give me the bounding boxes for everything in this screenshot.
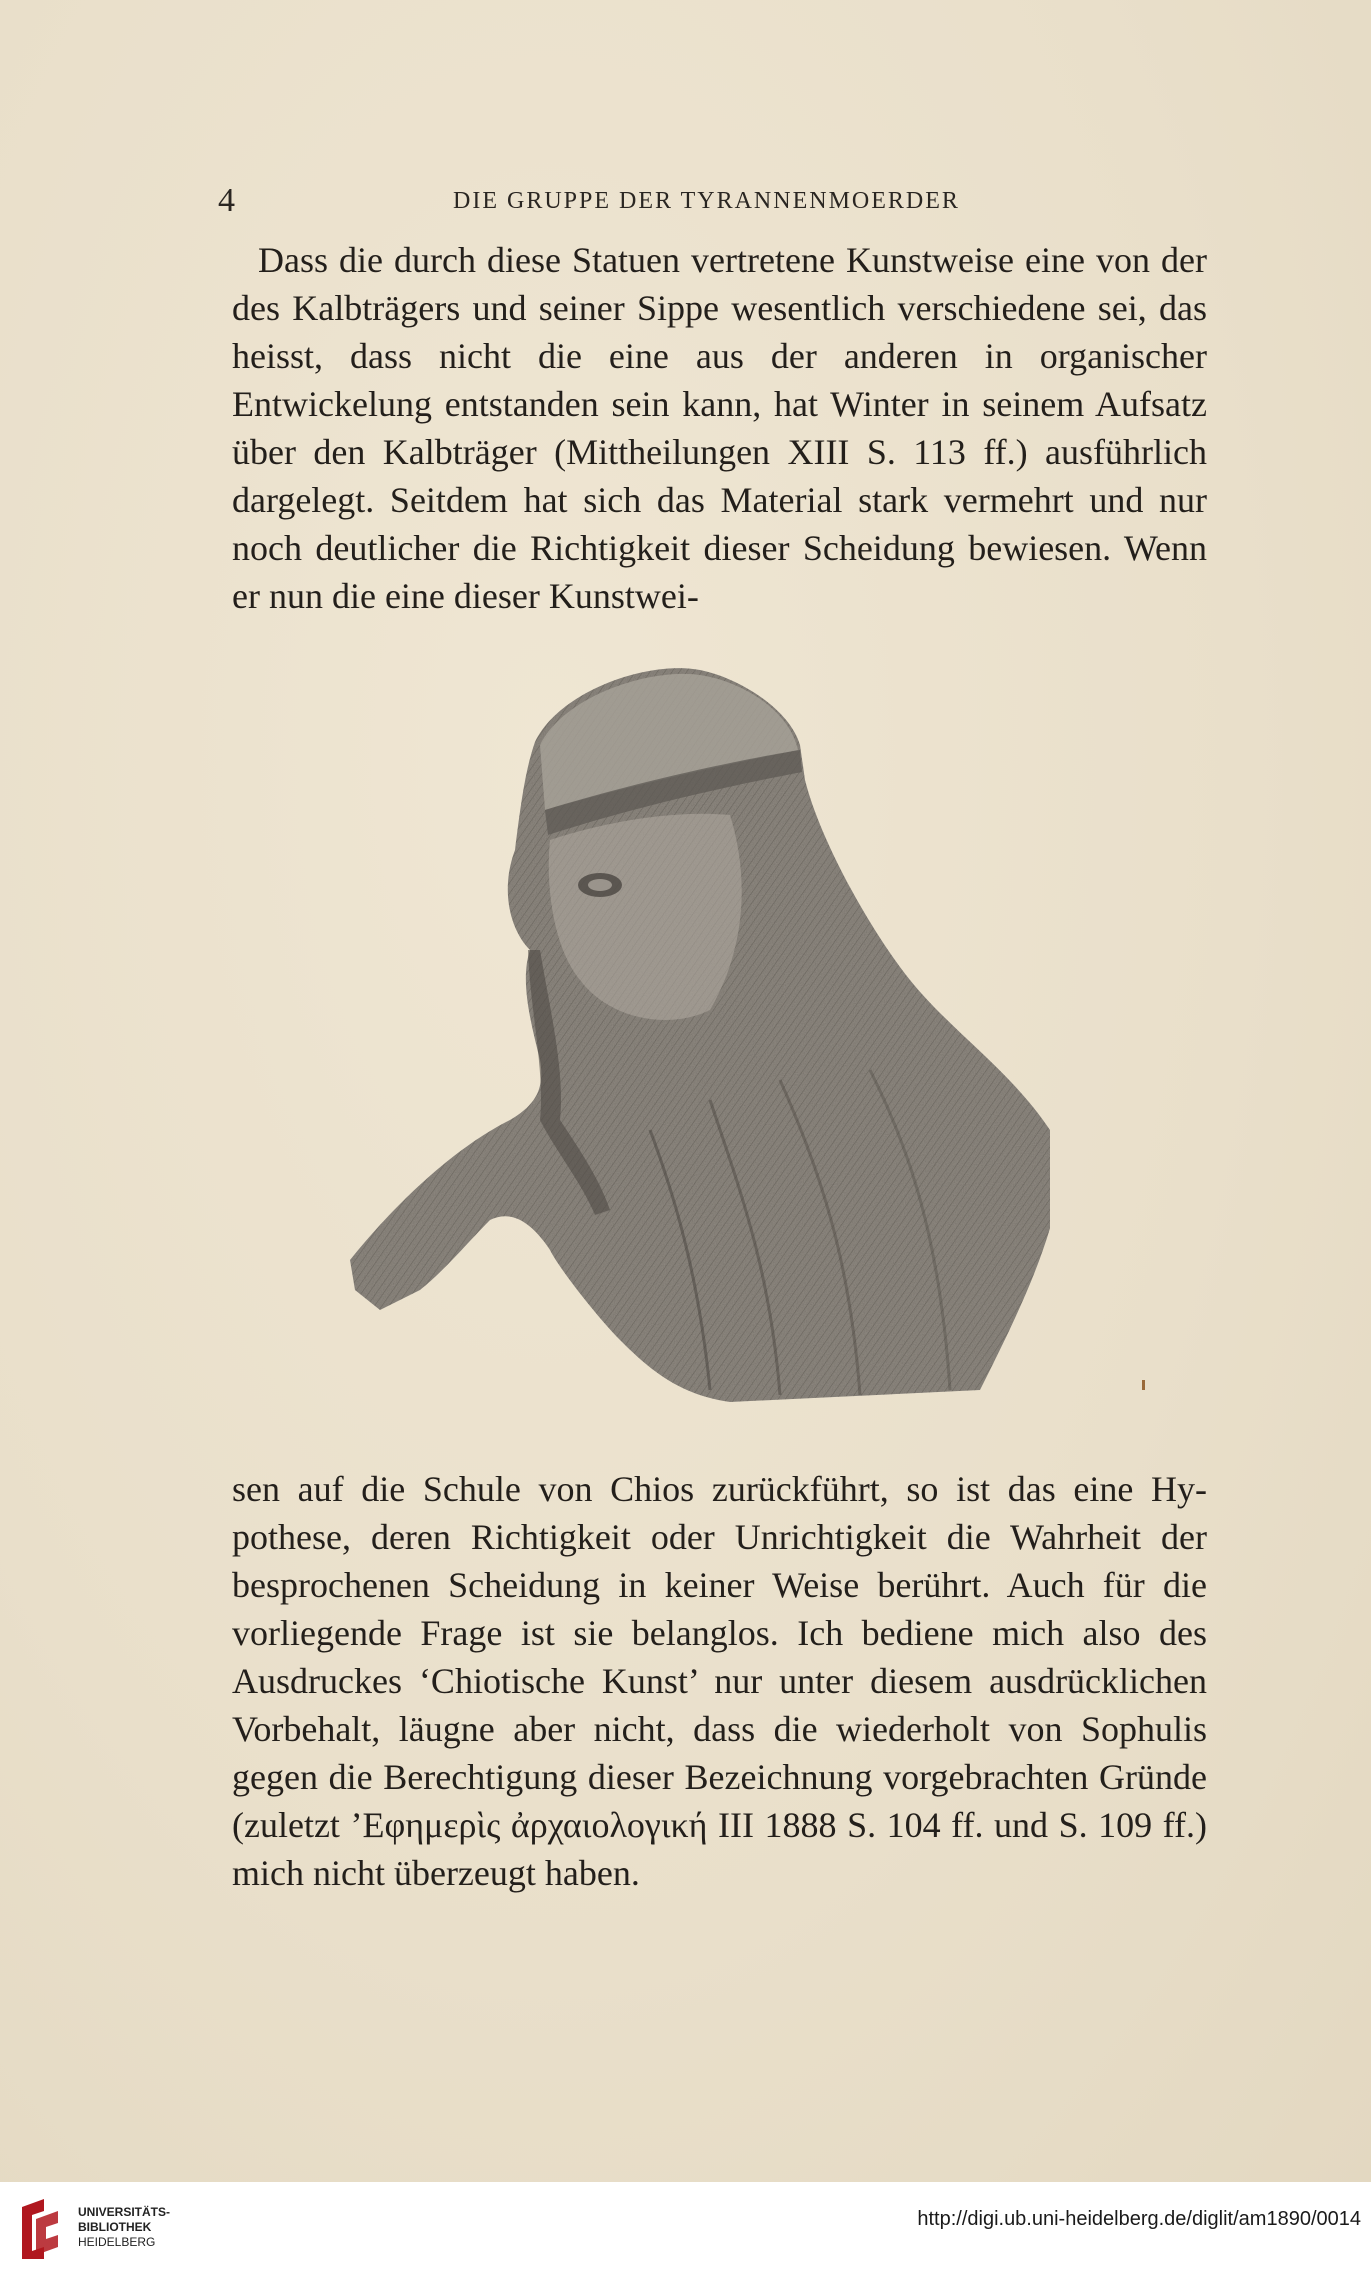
sculpture-bust-image: [350, 650, 1050, 1410]
running-title: DIE GRUPPE DER TYRANNENMOERDER: [453, 188, 960, 214]
page-header: [218, 182, 1193, 222]
paper-speck: [1142, 1380, 1145, 1390]
library-name-line-1: UNIVERSITÄTS-: [78, 2205, 171, 2219]
sculpture-illustration: [350, 650, 1050, 1410]
body-paragraph-1: Dass die durch diese Statuen vertretene Kunstweise eine von der des Kalbträgers und seiner Sippe wesentlich verschiedene sei, das heisst, dass nicht die eine aus der anderen in organischer Entwickelung entstanden sein kann, hat Winter in seinem Aufsatz über den Kalbträger (Mittheilungen XIII S. 113 ff.) ausführlich dargelegt. Seitdem hat sich das Material stark vermehrt und nur noch deutlicher die Richtigkeit dieser Scheidung bewiesen. Wenn er nun die eine dieser Kunstwei-: [232, 240, 1207, 616]
library-name-line-3: HEIDELBERG: [78, 2235, 156, 2249]
page-number: 4: [218, 182, 235, 219]
library-name-line-2: BIBLIOTHEK: [78, 2220, 152, 2234]
university-library-logo-icon: [14, 2197, 60, 2261]
source-url[interactable]: http://digi.ub.uni-heidelberg.de/diglit/am1890/0014: [917, 2208, 1361, 2230]
library-name: [78, 2205, 170, 2250]
body-paragraph-2: sen auf die Schule von Chios zurückführt, so ist das eine Hypothese, deren Richtigkeit oder Unrichtigkeit die Wahrheit der besprochenen Scheidung in keiner Weise berührt. Auch für die vorliegende Frage ist sie belanglos. Ich bediene mich also des Ausdruckes ‘Chiotische Kunst’ nur unter diesem ausdrücklichen Vorbehalt, läugne aber nicht, dass die wiederholt von Sophulis gegen die Berechtigung dieser Bezeichnung vorgebrachten Gründe (zuletzt ’Εφημερὶς ἀρχαιολογική III 1888 S. 104 ff. und S. 109 ff.) mich nicht überzeugt haben.: [232, 1469, 1207, 1893]
